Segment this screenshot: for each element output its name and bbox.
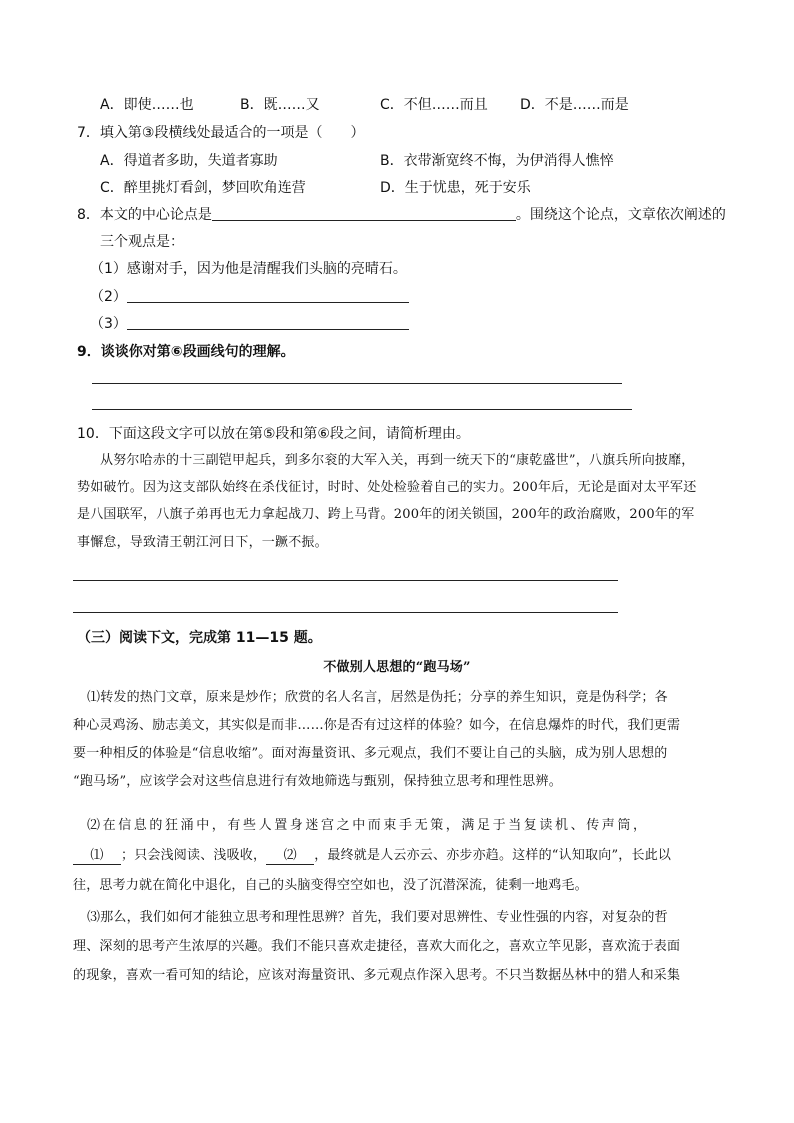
section3-heading: （三）阅读下文，完成第 11—15 题。 (77, 630, 322, 646)
paragraph-2-text: ，最终就是人云亦云、亦步亦趋。这样的“认知取向”，长此以 (314, 848, 672, 863)
q8-prefix: 8．本文的中心论点是 (77, 207, 212, 223)
q8-point-1: （1）感谢对手，因为他是清醒我们头脑的亮晴石。 (90, 261, 407, 277)
article-paragraph-3-line: 的现象，喜欢一看可知的结论，应该对海量资讯、多元观点作深入思考。不只当数据丛林中的猎人和采集 (73, 968, 681, 983)
q10-passage-line: 事懈怠，导致清王朝江河日下，一蹶不振。 (77, 535, 328, 550)
article-paragraph-3-line: 理、深刻的思考产生浓厚的兴趣。我们不能只喜欢走捷径，喜欢大而化之，喜欢立竿见影，喜欢流于表面 (73, 939, 681, 954)
q8-continuation: 三个观点是： (100, 234, 184, 250)
q8-suffix: 。围绕这个论点，文章依次阐述的 (515, 207, 726, 223)
article-paragraph-2-line (73, 846, 671, 866)
q10-passage-line: 从努尔哈赤的十三副铠甲起兵，到多尔衮的大军入关，再到一统天下的“康乾盛世”，八旗兵所向披靡， (100, 453, 695, 468)
q10-answer-line-1[interactable] (73, 580, 618, 581)
q7-option-b: B．衣带渐宽终不悔，为伊消得人憔悴 (380, 153, 614, 169)
q7-option-a: A．得道者多助，失道者寡助 (100, 153, 278, 169)
q8-point-2-label: （2） (90, 289, 127, 305)
q8-point-2 (90, 287, 409, 307)
q7-stem: 7．填入第③段横线处最适合的一项是（ ） (77, 125, 365, 141)
q6-option-b: B．既……又 (240, 97, 320, 113)
q9-answer-line-1[interactable] (92, 383, 622, 384)
q6-option-d: D．不是……而是 (520, 97, 629, 113)
q7-option-c: C．醉里挑灯看剑，梦回吹角连营 (100, 180, 306, 196)
q8-stem (77, 205, 726, 225)
q6-option-a: A．即使……也 (100, 97, 194, 113)
q8-point-2-blank[interactable] (127, 288, 409, 303)
q10-passage-line: 是八国联军，八旗子弟再也无力拿起战刀、跨上马背。200年的闭关锁国，200年的政治腐败，200年的军 (77, 507, 695, 522)
q6-option-c: C．不但……而且 (380, 97, 488, 113)
q10-answer-line-2[interactable] (73, 612, 618, 613)
article-paragraph-2-line: 往，思考力就在简化中退化，自己的头脑变得空空如也，没了沉潜深流，徒剩一地鸡毛。 (73, 878, 588, 893)
article-paragraph-2-line: ⑵在信息的狂涌中，有些人置身迷宫之中而束手无策，满足于当复读机、传声筒， (87, 818, 649, 833)
paragraph-2-blank-2[interactable]: ⑵ (266, 848, 314, 865)
article-paragraph-1-line: 种心灵鸡汤、励志美文，其实似是而非……你是否有过这样的体验？如今，在信息爆炸的时代，我们更需 (73, 718, 681, 733)
q7-option-d: D．生于忧患，死于安乐 (380, 180, 531, 196)
article-paragraph-1-line: “跑马场”，应该学会对这些信息进行有效地筛选与甄别，保持独立思考和理性思辨。 (73, 774, 562, 789)
q8-point-3-blank[interactable] (127, 315, 409, 330)
q9-stem: 9．谈谈你对第⑥段画线句的理解。 (77, 344, 295, 360)
article-paragraph-1-line: ⑴转发的热门文章，原来是炒作；欣赏的名人名言，居然是伪托；分享的养生知识，竟是伪科学；各 (87, 690, 668, 705)
q10-stem: 10．下面这段文字可以放在第⑤段和第⑥段之间，请简析理由。 (77, 426, 470, 442)
article-paragraph-1-line: 要一种相反的体验是“信息收缩”。面对海量资讯、多元观点，我们不要让自己的头脑，成为别人思想的 (73, 746, 668, 761)
q9-answer-line-2[interactable] (92, 409, 632, 410)
article-paragraph-3-line: ⑶那么，我们如何才能独立思考和理性思辨？首先，我们要对思辨性、专业性强的内容，对复杂的哲 (87, 910, 668, 925)
q8-point-3-label: （3） (90, 316, 127, 332)
q10-passage-line: 势如破竹。因为这支部队始终在杀伐征讨，时时、处处检验着自己的实力。200年后，无论是面对太平军还 (77, 480, 697, 495)
q8-answer-blank[interactable] (212, 206, 516, 221)
article-title: 不做别人思想的“跑马场” (323, 660, 471, 675)
paragraph-2-text: ；只会浅阅读、浅吸收， (121, 848, 267, 863)
q8-point-3 (90, 314, 409, 334)
paragraph-2-blank-1[interactable]: ⑴ (73, 848, 121, 865)
